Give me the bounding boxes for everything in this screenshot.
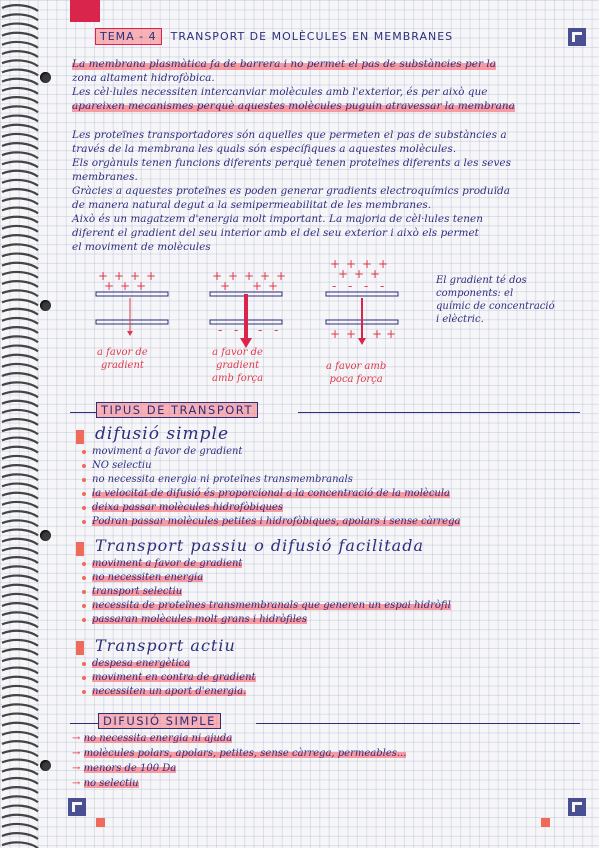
plus-sign: +: [98, 269, 109, 283]
note-line: El gradient té dos: [436, 275, 527, 286]
spiral-coil: [2, 14, 38, 20]
subheading-transport-actiu: Transport actiu: [95, 636, 236, 655]
minus-sign: -: [258, 323, 263, 337]
diagram-caption-1: [97, 346, 148, 372]
spiral-coil: [2, 530, 38, 536]
spiral-coil: [2, 649, 38, 655]
plus-sign: +: [346, 258, 357, 271]
list-item: necessita de proteïnes transmembranals que generen un espai hidròfil: [82, 600, 451, 611]
para-line: Gràcies a aquestes proteïnes es poden generar gradients electroquímics produïda: [72, 185, 510, 197]
spiral-coil: [2, 70, 38, 76]
punch-hole: [40, 300, 51, 311]
list-item: Podran passar molècules petites i hidrofòbiques, apolars i sense càrrega: [82, 516, 460, 527]
spiral-coil: [2, 318, 38, 324]
spiral-coil: [2, 557, 38, 563]
spiral-coil: [2, 815, 38, 821]
plus-sign: +: [212, 269, 223, 283]
spiral-coil: [2, 355, 38, 361]
plus-sign: +: [372, 327, 383, 341]
spiral-coil: [2, 456, 38, 462]
tema-label: TEMA - 4: [95, 28, 162, 45]
spiral-coil: [2, 502, 38, 508]
spiral-coil: [2, 668, 38, 674]
section-heading-text: DIFUSIÓ SIMPLE: [98, 713, 221, 729]
para-line: través de la membrana les quals són específiques a aquestes molècules.: [72, 143, 457, 155]
spiral-coil: [2, 290, 38, 296]
spiral-coil: [2, 346, 38, 352]
minus-sign: -: [332, 279, 337, 293]
spiral-coil: [2, 254, 38, 260]
spiral-coil: [2, 576, 38, 582]
membrane-outer: [326, 292, 398, 296]
plus-sign: +: [104, 279, 115, 293]
spiral-coil: [2, 631, 38, 637]
para-line: diferent el gradient del seu interior amb el del seu exterior i això els permet: [72, 227, 479, 239]
spiral-coil: [2, 24, 38, 30]
spiral-coil: [2, 548, 38, 554]
corner-square-icon: [568, 28, 586, 46]
list-item: no necessita energia ni proteïnes transmembranals: [82, 474, 353, 485]
list-item: → molècules polars, apolars, petites, sense càrrega, permeables...: [72, 748, 407, 759]
para-line: Les proteïnes transportadores són aquelles que permeten el pas de substàncies a: [72, 129, 507, 141]
note-line: i elèctric.: [436, 314, 484, 325]
note-line: components: el: [436, 288, 514, 299]
spiral-coil: [2, 198, 38, 204]
plus-sign: +: [130, 269, 141, 283]
list-item: NO selectiu: [82, 460, 152, 471]
gradient-side-note: [436, 274, 555, 326]
subheading-marker: [76, 430, 84, 444]
spiral-coil: [2, 401, 38, 407]
spiral-coil: [2, 244, 38, 250]
plus-sign: +: [346, 327, 357, 341]
caption-line: a favor amb: [326, 361, 387, 372]
spiral-coil: [2, 300, 38, 306]
caption-line: gradient: [215, 360, 260, 371]
spiral-coil: [2, 208, 38, 214]
heading-rule: [298, 412, 580, 413]
spiral-coil: [2, 686, 38, 692]
spiral-coil: [2, 658, 38, 664]
spiral-coil: [2, 189, 38, 195]
page-title: [95, 30, 453, 43]
spiral-coil: [2, 732, 38, 738]
spiral-coil: [2, 787, 38, 793]
title-text: TRANSPORT DE MOLÈCULES EN MEMBRANES: [170, 30, 454, 43]
plus-sign: +: [386, 327, 397, 341]
spiral-coil: [2, 272, 38, 278]
para-line: de manera natural degut a la semipermeabilitat de les membranes.: [72, 199, 432, 211]
list-item: moviment en contra de gradient: [82, 672, 256, 683]
spiral-coil: [2, 539, 38, 545]
spiral-coil: [2, 88, 38, 94]
spiral-coil: [2, 833, 38, 839]
section-heading-text: TIPUS DE TRANSPORT: [96, 402, 258, 418]
punch-hole: [40, 530, 51, 541]
list-item: → no selectiu: [72, 778, 139, 789]
spiral-coil: [2, 217, 38, 223]
intro-line: apareixen mecanismes perquè aquestes molècules puguin atravessar la membrana: [72, 100, 515, 112]
minus-sign: -: [218, 323, 223, 337]
spiral-coil: [2, 162, 38, 168]
spiral-coil: [2, 778, 38, 784]
spiral-coil: [2, 769, 38, 775]
spiral-coil: [2, 704, 38, 710]
spiral-coil: [2, 474, 38, 480]
caption-line: a favor de: [97, 347, 148, 358]
para-line: membranes.: [72, 171, 138, 183]
punch-holes: [36, 0, 56, 848]
spiral-coil: [2, 97, 38, 103]
plus-sign: +: [362, 258, 373, 271]
spiral-coil: [2, 309, 38, 315]
para-line: Això és un magatzem d'energia molt important. La majoria de cèl·lules tenen: [72, 213, 483, 225]
spiral-coil: [2, 125, 38, 131]
spiral-coil: [2, 42, 38, 48]
spiral-coil: [2, 60, 38, 66]
spiral-coil: [2, 382, 38, 388]
plus-sign: +: [330, 258, 341, 271]
spiral-coil: [2, 116, 38, 122]
list-item: moviment a favor de gradient: [82, 446, 242, 457]
heading-rule: [70, 412, 96, 413]
spiral-coil: [2, 585, 38, 591]
spiral-coil: [2, 392, 38, 398]
section-heading-tipus: [96, 403, 258, 417]
spiral-coil: [2, 336, 38, 342]
spiral-coil: [2, 824, 38, 830]
spiral-coil: [2, 640, 38, 646]
plus-sign: +: [260, 269, 271, 283]
spiral-coil: [2, 842, 38, 848]
corner-square-icon: [568, 798, 586, 816]
diagram-2: [210, 269, 286, 348]
orange-square: [541, 818, 550, 827]
corner-square-icon: [68, 798, 86, 816]
plus-sign: +: [370, 267, 381, 281]
heading-rule: [256, 723, 580, 724]
plus-sign: +: [354, 267, 365, 281]
list-item: moviment a favor de gradient: [82, 558, 242, 569]
arrow-head: [127, 331, 133, 336]
caption-line: gradient: [100, 360, 144, 371]
para-line: el moviment de molècules: [72, 241, 211, 253]
para-line: Els orgànuls tenen funcions diferents perquè tenen proteïnes diferents a les seves: [72, 157, 511, 169]
plus-sign: +: [220, 279, 231, 293]
subheading-transport-passiu: Transport passiu o difusió facilitada: [95, 536, 424, 555]
list-item: passaran molècules molt grans i hidròfiles: [82, 614, 307, 625]
spiral-coil: [2, 594, 38, 600]
punch-hole: [40, 760, 51, 771]
list-item: la velocitat de difusió és proporcional a la concentració de la molècula: [82, 488, 450, 499]
plus-sign: +: [378, 258, 389, 271]
spiral-coil: [2, 622, 38, 628]
list-item: transport selectiu: [82, 586, 182, 597]
spiral-coil: [2, 79, 38, 85]
spiral-coil: [2, 447, 38, 453]
caption-line: a favor de: [212, 347, 263, 358]
list-item: no necessiten energia: [82, 572, 203, 583]
spiral-coil: [2, 106, 38, 112]
plus-sign: +: [228, 269, 239, 283]
spiral-coil: [2, 695, 38, 701]
spiral-coil: [2, 741, 38, 747]
heading-rule: [70, 723, 98, 724]
intro-line: zona altament hidrofòbica.: [72, 72, 215, 84]
spiral-coil: [2, 484, 38, 490]
spiral-coil: [2, 612, 38, 618]
spiral-coil: [2, 760, 38, 766]
list-item: deixa passar molècules hidrofòbiques: [82, 502, 283, 513]
spiral-coil: [2, 235, 38, 241]
plus-sign: +: [114, 269, 125, 283]
arrow-head: [358, 338, 366, 345]
spiral-coil: [2, 419, 38, 425]
spiral-coil: [2, 566, 38, 572]
plus-sign: +: [330, 327, 341, 341]
plus-sign: +: [136, 279, 147, 293]
spiral-coil: [2, 226, 38, 232]
punch-hole: [40, 72, 51, 83]
section-heading-difusio: [98, 714, 221, 728]
spiral-coil: [2, 677, 38, 683]
subheading-difusio-simple: difusió simple: [95, 424, 230, 444]
minus-sign: -: [234, 323, 239, 337]
caption-line: poca força: [329, 374, 383, 385]
note-line: químic de concentració: [436, 301, 555, 312]
minus-sign: -: [364, 279, 369, 293]
spiral-coil: [2, 410, 38, 416]
spiral-coil: [2, 51, 38, 57]
spiral-coil: [2, 806, 38, 812]
spiral-coil: [2, 180, 38, 186]
minus-sign: -: [348, 279, 353, 293]
plus-sign: +: [146, 269, 157, 283]
spiral-coil: [2, 520, 38, 526]
spiral-coil: [2, 171, 38, 177]
spiral-coil: [2, 465, 38, 471]
list-item: → no necessita energia ni ajuda: [72, 733, 233, 744]
plus-sign: +: [276, 269, 287, 283]
membrane-inner: [96, 320, 168, 324]
list-item: necessiten un aport d'energia.: [82, 686, 246, 697]
plus-sign: +: [252, 279, 263, 293]
diagram-1: [96, 269, 168, 336]
spiral-coil: [2, 373, 38, 379]
red-tab-marker: [70, 0, 100, 22]
spiral-coil: [2, 5, 38, 11]
intro-line: Les cèl·lules necessiten intercanviar molècules amb l'exterior, és per això que: [72, 86, 488, 98]
spiral-coil: [2, 327, 38, 333]
spiral-coil: [2, 438, 38, 444]
spiral-coil: [2, 263, 38, 269]
spiral-coil: [2, 428, 38, 434]
plus-sign: +: [120, 279, 131, 293]
spiral-coil: [2, 281, 38, 287]
spiral-binding: [0, 0, 40, 848]
minus-sign: -: [274, 323, 279, 337]
spiral-coil: [2, 33, 38, 39]
list-item: → menors de 100 Da: [72, 763, 177, 774]
caption-line: amb força: [212, 373, 264, 384]
spiral-coil: [2, 603, 38, 609]
orange-square: [96, 818, 105, 827]
list-item: despesa energètica: [82, 658, 190, 669]
spiral-coil: [2, 750, 38, 756]
spiral-coil: [2, 796, 38, 802]
spiral-coil: [2, 493, 38, 499]
spiral-coil: [2, 714, 38, 720]
subheading-marker: [76, 641, 84, 655]
plus-sign: +: [268, 279, 279, 293]
subheading-marker: [76, 542, 84, 556]
plus-sign: +: [244, 269, 255, 283]
spiral-coil: [2, 511, 38, 517]
diagram-caption-3: [326, 360, 386, 386]
plus-sign: +: [338, 267, 349, 281]
spiral-coil: [2, 364, 38, 370]
spiral-coil: [2, 143, 38, 149]
spiral-coil: [2, 723, 38, 729]
diagram-3: [326, 258, 398, 345]
diagram-caption-2: [212, 346, 263, 385]
spiral-coil: [2, 152, 38, 158]
minus-sign: -: [380, 279, 385, 293]
spiral-coil: [2, 134, 38, 140]
intro-line: La membrana plasmàtica fa de barrera i no permet el pas de substàncies per la: [72, 58, 496, 70]
